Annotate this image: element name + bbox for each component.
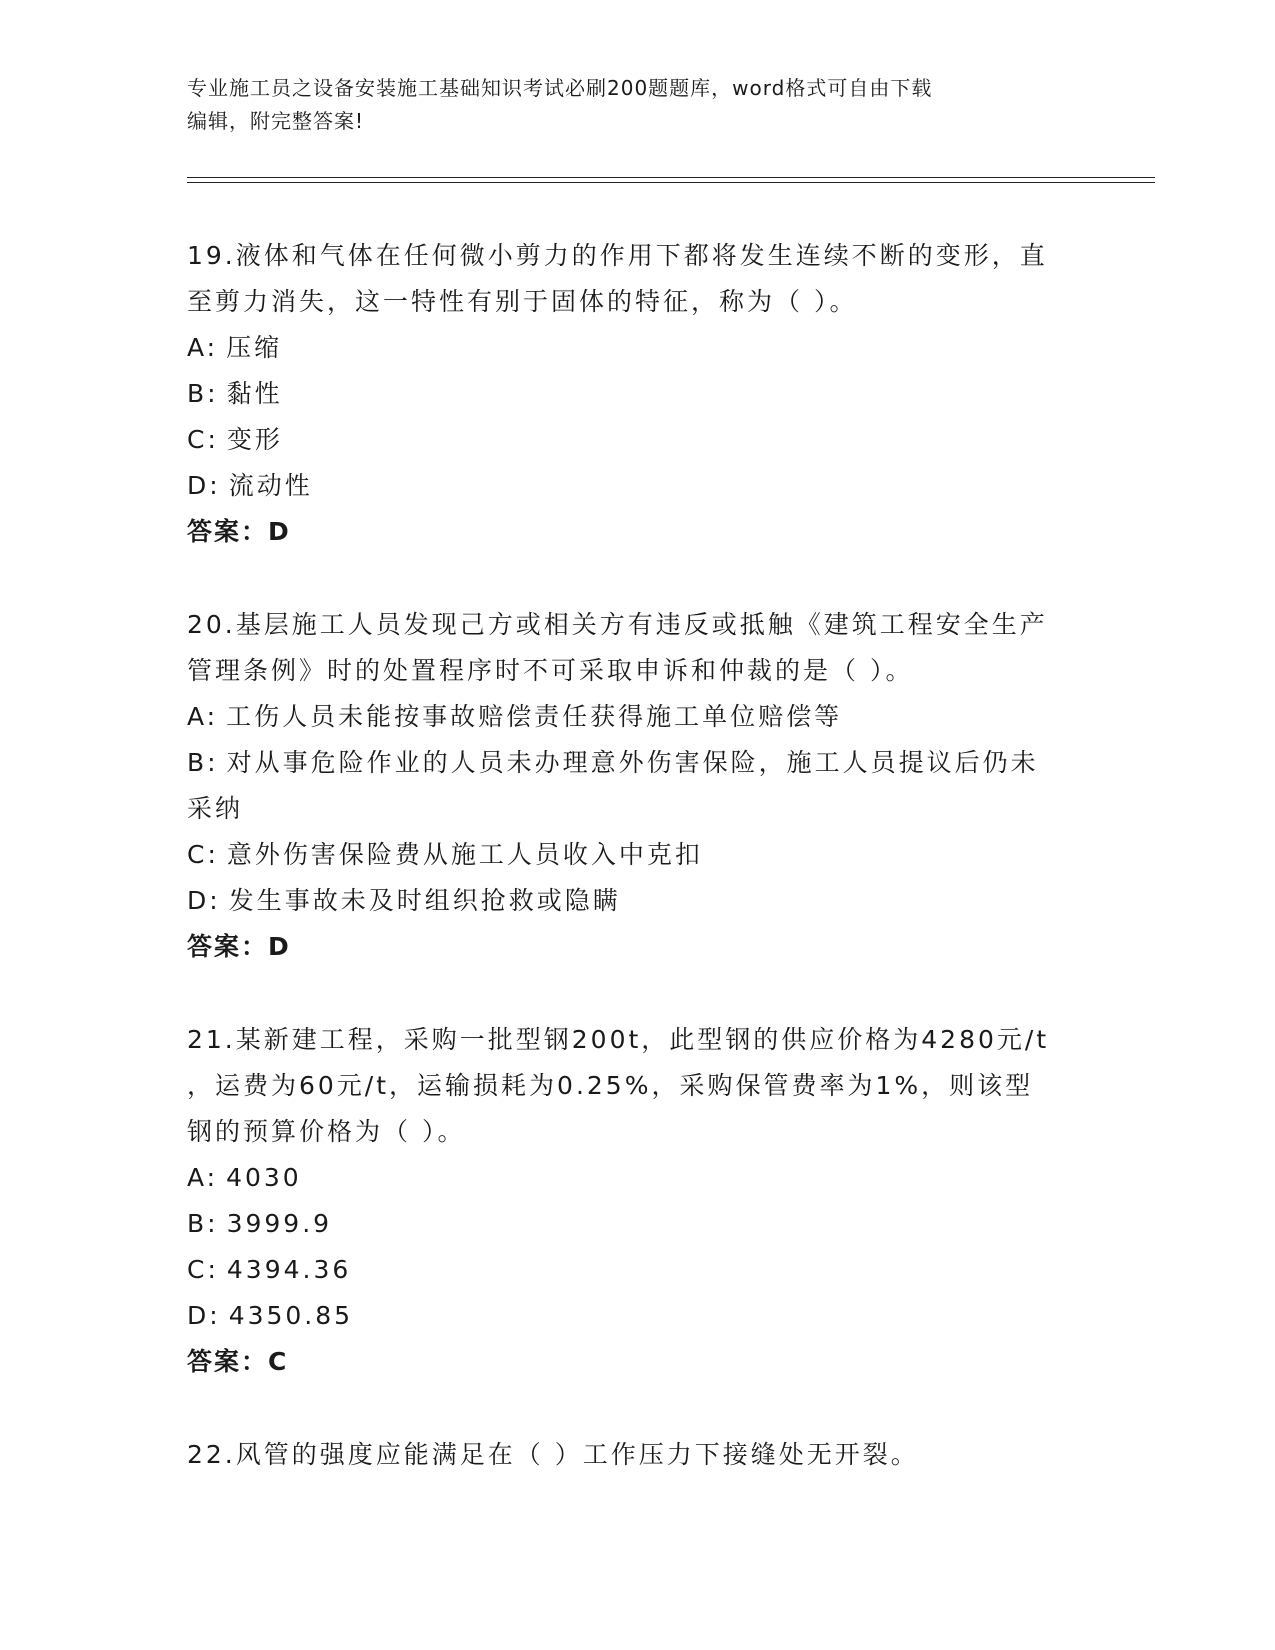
- question-text-line: ，运费为60元/t，运输损耗为0.25%，采购保管费率为1%，则该型: [187, 1071, 1034, 1100]
- option-key: D:: [187, 471, 221, 500]
- option-key: C:: [187, 840, 219, 869]
- question-text-line: 22.风管的强度应能满足在（ ）工作压力下接缝处无开裂。: [187, 1440, 919, 1469]
- option-line: [187, 878, 1087, 924]
- question-text-line: 钢的预算价格为（ ）。: [187, 1117, 466, 1146]
- option-key: B:: [187, 748, 219, 777]
- option-key: A:: [187, 702, 219, 731]
- option-line: [187, 832, 1087, 878]
- option-line: [187, 463, 1087, 509]
- option-key: C:: [187, 425, 219, 454]
- option-line: [187, 1155, 1087, 1201]
- option-text: 黏性: [226, 379, 283, 408]
- option-line: [187, 1247, 1087, 1293]
- question-text-line: 21.某新建工程，采购一批型钢200t，此型钢的供应价格为4280元/t: [187, 1025, 1050, 1054]
- option-text: 流动性: [228, 471, 313, 500]
- option-text: 采纳: [187, 794, 244, 823]
- option-key: D:: [187, 886, 221, 915]
- option-text: 变形: [226, 425, 283, 454]
- option-text: 4350.85: [228, 1301, 354, 1330]
- option-key: D:: [187, 1301, 221, 1330]
- option-key: C:: [187, 1255, 219, 1284]
- question-item: [187, 602, 1087, 970]
- question-text-line: 管理条例》时的处置程序时不可采取申诉和仲裁的是（ ）。: [187, 656, 914, 685]
- header-line-2: 编辑，附完整答案!: [187, 109, 365, 133]
- option-text: 工伤人员未能按事故赔偿责任获得施工单位赔偿等: [226, 702, 843, 731]
- header-line-1: 专业施工员之设备安装施工基础知识考试必刷200题题库，word格式可自由下载: [187, 76, 933, 100]
- option-text: 意外伤害保险费从施工人员收入中克扣: [226, 840, 703, 869]
- option-line: [187, 371, 1087, 417]
- header-divider-top: [187, 177, 1155, 178]
- option-text: 对从事危险作业的人员未办理意外伤害保险，施工人员提议后仍未: [226, 748, 1039, 777]
- option-line: [187, 740, 1087, 786]
- option-key: A:: [187, 1163, 219, 1192]
- question-item: [187, 1432, 1087, 1478]
- option-text: 4394.36: [226, 1255, 352, 1284]
- option-key: B:: [187, 379, 219, 408]
- document-header: [187, 72, 1087, 138]
- option-line: [187, 786, 1087, 832]
- option-text: 发生事故未及时组织抢救或隐瞒: [228, 886, 621, 915]
- option-line: [187, 1201, 1087, 1247]
- option-line: [187, 417, 1087, 463]
- question-item: [187, 1017, 1087, 1385]
- option-text: 4030: [226, 1163, 302, 1192]
- option-line: [187, 694, 1087, 740]
- answer-line: 答案：D: [187, 517, 291, 546]
- question-item: [187, 233, 1087, 555]
- option-line: [187, 325, 1087, 371]
- answer-line: 答案：C: [187, 1347, 289, 1376]
- question-list: [187, 233, 1087, 1525]
- option-key: A:: [187, 333, 219, 362]
- option-line: [187, 1293, 1087, 1339]
- option-text: 压缩: [226, 333, 283, 362]
- question-text-line: 20.基层施工人员发现己方或相关方有违反或抵触《建筑工程安全生产: [187, 610, 1048, 639]
- question-text-line: 19.液体和气体在任何微小剪力的作用下都将发生连续不断的变形，直: [187, 241, 1048, 270]
- option-text: 3999.9: [226, 1209, 333, 1238]
- answer-line: 答案：D: [187, 932, 291, 961]
- header-divider-bottom: [187, 182, 1155, 183]
- option-key: B:: [187, 1209, 219, 1238]
- question-text-line: 至剪力消失，这一特性有别于固体的特征，称为（ ）。: [187, 287, 858, 316]
